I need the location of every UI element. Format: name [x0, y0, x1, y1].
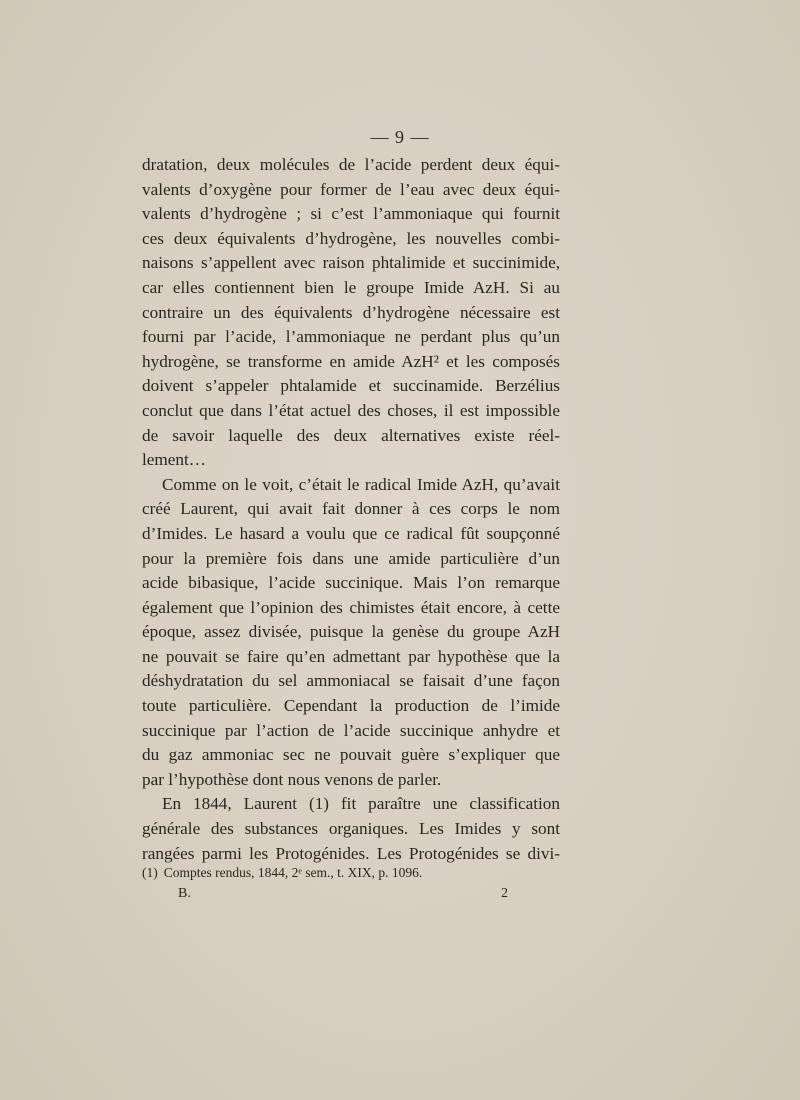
- text-line: valents d’hydrogène ; si c’est l’ammoniaque qui fournit: [142, 204, 560, 224]
- footnote-text: Comptes rendus, 1844, 2ᵉ sem., t. XIX, p. 1096.: [163, 865, 423, 880]
- text-line: époque, assez divisée, puisque la genèse du groupe AzH: [142, 622, 560, 642]
- text-line: naisons s’appellent avec raison phtalimide et succinimide,: [142, 253, 560, 273]
- text-line: conclut que dans l’état actuel des choses, il est impossible: [142, 400, 560, 420]
- signature-mark: B.: [178, 886, 191, 901]
- text-line: lement…: [142, 450, 206, 470]
- text-line: déshydratation du sel ammoniacal se faisait d’une façon: [142, 671, 560, 691]
- page-number: — 9 —: [370, 127, 430, 147]
- text-line: doivent s’appeler phtalamide et succinamide. Berzélius: [142, 376, 560, 396]
- text-line: hydrogène, se transforme en amide AzH² et les composés: [142, 351, 560, 371]
- text-line: ces deux équivalents d’hydrogène, les nouvelles combi-: [142, 228, 560, 248]
- text-line: car elles contiennent bien le groupe Imide AzH. Si au: [142, 277, 560, 297]
- text-line: Comme on le voit, c’était le radical Imide AzH, qu’avait: [162, 474, 560, 494]
- text-line: créé Laurent, qui avait fait donner à ces corps le nom: [142, 499, 560, 519]
- footnote: [142, 864, 560, 882]
- text-line: acide bibasique, l’acide succinique. Mais l’on remarque: [142, 573, 560, 593]
- footnote-mark: (1): [142, 865, 158, 880]
- text-line: également que l’opinion des chimistes était encore, à cette: [142, 597, 560, 617]
- text-line: pour la première fois dans une amide particulière d’un: [142, 548, 560, 568]
- body-text: [142, 153, 560, 866]
- text-line: contraire un des équivalents d’hydrogène nécessaire est: [142, 302, 560, 322]
- text-line: ne pouvait se faire qu’en admettant par hypothèse que la: [142, 646, 560, 666]
- signature-row: [178, 886, 508, 902]
- text-line: rangées parmi les Protogénides. Les Protogénides se divi-: [142, 843, 560, 863]
- text-line: générale des substances organiques. Les Imides y sont: [142, 819, 560, 839]
- text-line: valents d’oxygène pour former de l’eau avec deux équi-: [142, 179, 560, 199]
- text-line: fourni par l’acide, l’ammoniaque ne perdant plus qu’un: [142, 327, 560, 347]
- gathering-number: 2: [501, 886, 508, 901]
- text-line: dratation, deux molécules de l’acide perdent deux équi-: [142, 155, 560, 174]
- text-line: En 1844, Laurent (1) fit paraître une classification: [162, 794, 560, 814]
- text-line: toute particulière. Cependant la production de l’imide: [142, 696, 560, 716]
- text-line: par l’hypothèse dont nous venons de parler.: [142, 769, 442, 789]
- text-line: succinique par l’action de l’acide succinique anhydre et: [142, 720, 560, 740]
- text-line: de savoir laquelle des deux alternatives existe réel-: [142, 425, 560, 445]
- text-line: d’Imides. Le hasard a voulu que ce radical fût soupçonné: [142, 523, 560, 543]
- text-line: du gaz ammoniac sec ne pouvait guère s’expliquer que: [142, 745, 560, 765]
